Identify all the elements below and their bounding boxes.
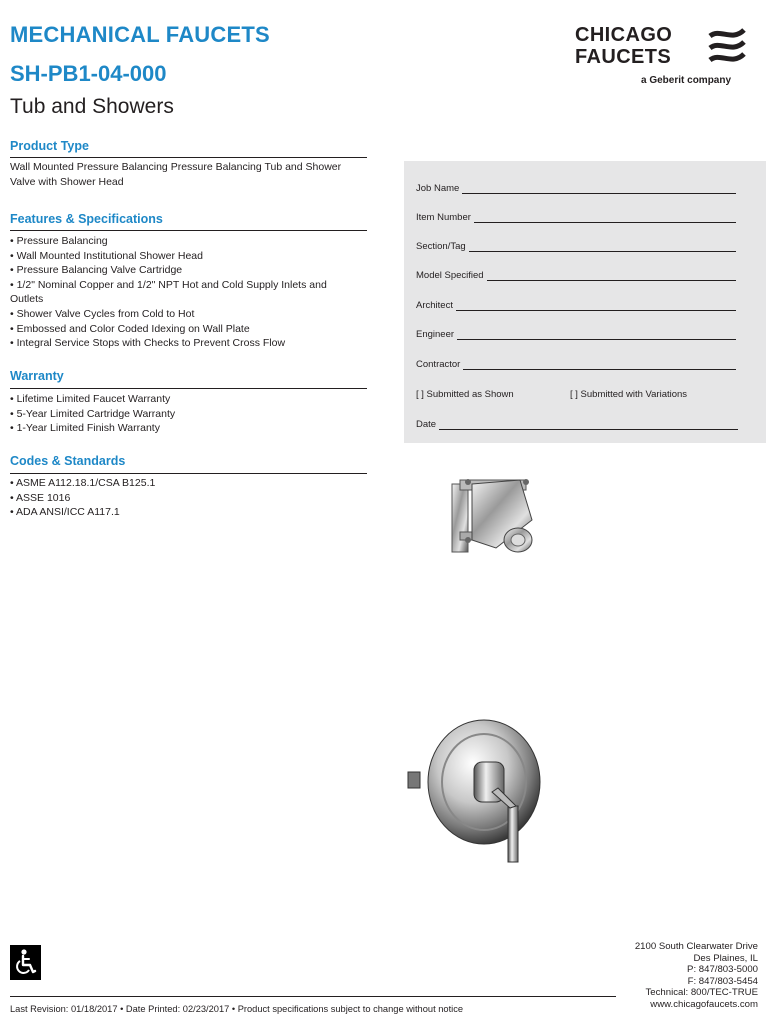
feature-item: • Shower Valve Cycles from Cold to Hot xyxy=(10,307,195,320)
code-item: • ASSE 1016 xyxy=(10,491,71,504)
section-tag-field[interactable] xyxy=(416,241,736,252)
product-subtitle: Tub and Showers xyxy=(10,95,174,118)
warranty-heading: Warranty xyxy=(10,369,64,383)
feature-item: • Integral Service Stops with Checks to Prevent Cross Flow xyxy=(10,337,286,350)
date-field[interactable] xyxy=(416,419,738,430)
field-label: Item Number xyxy=(416,212,471,223)
architect-field[interactable] xyxy=(416,300,736,311)
code-item: • ASME A112.18.1/CSA B125.1 xyxy=(10,477,156,489)
logo-line-2: FAUCETS xyxy=(575,46,672,68)
model-specified-field[interactable] xyxy=(416,270,736,281)
website-link[interactable]: www.chicagofaucets.com xyxy=(650,998,758,1010)
codes-rule xyxy=(10,473,367,474)
address-line: P: 847/803-5000 xyxy=(687,964,758,976)
product-type-line: Wall Mounted Pressure Balancing Pressure Balancing Tub and Shower xyxy=(10,161,342,173)
address-line: Des Plaines, IL xyxy=(693,952,758,964)
logo-line-1: CHICAGO xyxy=(575,24,673,46)
submitted-with-variations-checkbox[interactable]: [ ] Submitted with Variations xyxy=(570,389,688,400)
code-item: • ADA ANSI/ICC A117.1 xyxy=(10,506,120,519)
footer-rule xyxy=(10,996,616,997)
feature-item: • Pressure Balancing xyxy=(10,235,108,247)
company-logo xyxy=(570,24,750,92)
feature-item: • 1/2" Nominal Copper and 1/2" NPT Hot and Cold Supply Inlets and xyxy=(10,278,327,291)
product-type-text xyxy=(10,160,372,189)
product-type-heading: Product Type xyxy=(10,139,89,153)
product-type-rule xyxy=(10,157,367,158)
field-label: Section/Tag xyxy=(416,241,466,252)
contractor-field[interactable] xyxy=(416,359,736,370)
field-label: Date xyxy=(416,419,437,430)
submittal-form xyxy=(404,161,766,443)
features-list xyxy=(10,234,372,351)
warranty-item: • Lifetime Limited Faucet Warranty xyxy=(10,393,171,405)
job-name-field[interactable] xyxy=(416,183,736,194)
field-label: Model Specified xyxy=(416,270,484,281)
address-line: 2100 South Clearwater Drive xyxy=(634,941,758,952)
shower-head-image xyxy=(440,470,550,560)
logo-tagline: a Geberit company xyxy=(641,75,732,86)
field-label: Contractor xyxy=(416,359,461,370)
warranty-item: • 5-Year Limited Cartridge Warranty xyxy=(10,407,176,420)
codes-list xyxy=(10,476,372,520)
field-label: Engineer xyxy=(416,329,455,340)
logo-swoosh-icon xyxy=(708,26,746,68)
product-type-line: Valve with Shower Head xyxy=(10,175,124,188)
address-line: Technical: 800/TEC-TRUE xyxy=(645,987,758,999)
revision-note: Last Revision: 01/18/2017 • Date Printed: 02/23/2017 • Product specifications subject to change without notice xyxy=(10,1004,464,1014)
field-label: Architect xyxy=(416,300,453,311)
warranty-list xyxy=(10,392,372,436)
engineer-field[interactable] xyxy=(416,329,736,340)
item-number-field[interactable] xyxy=(416,212,736,223)
model-number: SH-PB1-04-000 xyxy=(10,61,167,86)
features-rule xyxy=(10,230,367,231)
warranty-rule xyxy=(10,388,367,389)
category-title: MECHANICAL FAUCETS xyxy=(10,22,270,47)
field-label: Job Name xyxy=(416,183,460,194)
ada-wheelchair-icon xyxy=(10,945,41,980)
feature-item: Outlets xyxy=(10,293,44,306)
company-address xyxy=(635,941,758,1011)
features-heading: Features & Specifications xyxy=(10,212,163,226)
submitted-as-shown-checkbox[interactable]: [ ] Submitted as Shown xyxy=(416,389,514,400)
warranty-item: • 1-Year Limited Finish Warranty xyxy=(10,422,160,435)
feature-item: • Embossed and Color Coded Idexing on Wall Plate xyxy=(10,322,250,335)
feature-item: • Pressure Balancing Valve Cartridge xyxy=(10,264,183,277)
feature-item: • Wall Mounted Institutional Shower Head xyxy=(10,249,203,262)
codes-heading: Codes & Standards xyxy=(10,454,126,468)
address-line: F: 847/803-5454 xyxy=(687,975,758,987)
valve-trim-image xyxy=(406,712,546,864)
